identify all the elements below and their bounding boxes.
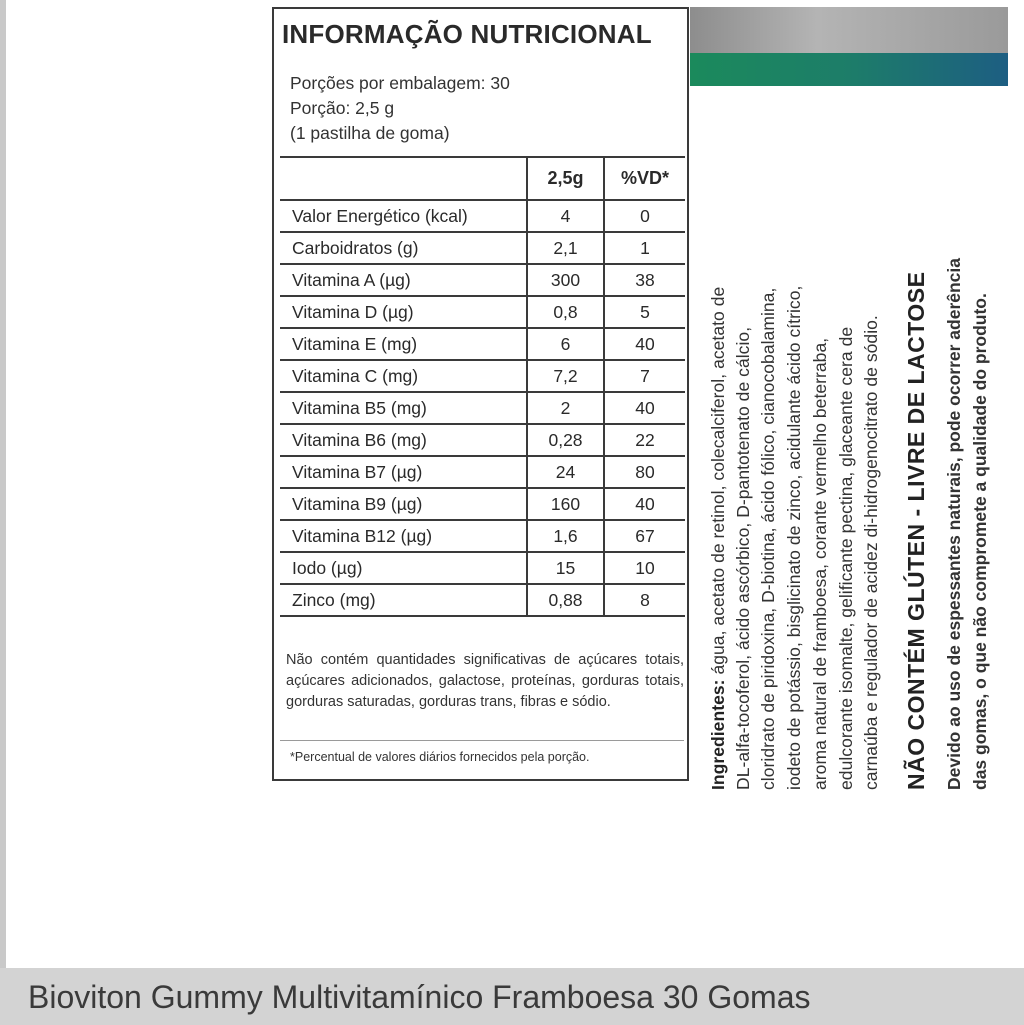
nutrient-amount: 2,1 [527,232,604,264]
nutrient-amount: 0,8 [527,296,604,328]
serving-info [290,71,510,146]
table-row [280,264,685,296]
ingredients-line: iodeto de potássio, bisglicinato de zinco, acidulante ácido cítrico, [784,285,804,790]
nutrient-name: Carboidratos (g) [280,232,527,264]
nutrient-amount: 1,6 [527,520,604,552]
nutrient-amount: 2 [527,392,604,424]
nutrient-amount: 4 [527,200,604,232]
nutrient-vd: 80 [604,456,685,488]
nutrient-vd: 8 [604,584,685,616]
portion-size: Porção: 2,5 g [290,98,395,118]
nutrient-name: Valor Energético (kcal) [280,200,527,232]
caption-bar [0,968,1024,1025]
footnote-divider [280,740,684,741]
ingredients-text: água, acetato de retinol, colecalciferol, acetato de [708,286,728,675]
table-row [280,328,685,360]
nutrient-vd: 0 [604,200,685,232]
header-amount: 2,5g [527,157,604,200]
nutrient-amount: 6 [527,328,604,360]
gray-color-band [690,7,1008,53]
table-row [280,392,685,424]
stickiness-notice-line: das gomas, o que não compromete a qualidade do produto. [970,293,990,790]
nutrient-amount: 0,88 [527,584,604,616]
nutrient-name: Iodo (µg) [280,552,527,584]
nutrient-name: Vitamina B6 (mg) [280,424,527,456]
table-row [280,424,685,456]
ingredients-line: edulcorante isomalte, gelificante pectina, glaceante cera de [836,326,856,790]
nutrient-name: Vitamina B5 (mg) [280,392,527,424]
nutrient-name: Vitamina B9 (µg) [280,488,527,520]
footnote-text: Não contém quantidades significativas de açúcares totais, açúcares adicionados, galactose, proteínas, gorduras totais, gorduras saturadas, gorduras trans, fibras e sódio. [286,652,684,710]
table-row [280,488,685,520]
nutrient-amount: 24 [527,456,604,488]
nutrient-name: Vitamina E (mg) [280,328,527,360]
nutrient-vd: 1 [604,232,685,264]
table-row [280,552,685,584]
nutrient-amount: 0,28 [527,424,604,456]
ingredients-line: carnaúba e regulador de acidez di-hidrogenocitrato de sódio. [861,315,881,790]
nutrient-amount: 300 [527,264,604,296]
ingredients-line [708,287,729,790]
table-row [280,520,685,552]
nutrient-vd: 38 [604,264,685,296]
nutrient-vd: 5 [604,296,685,328]
table-row [280,232,685,264]
nutrient-vd: 7 [604,360,685,392]
vd-footnote: *Percentual de valores diários fornecidos pela porção. [290,750,590,764]
portion-unit: (1 pastilha de goma) [290,123,450,143]
nutrition-facts-panel [272,7,689,781]
table-header-row [280,157,685,200]
product-caption: Bioviton Gummy Multivitamínico Framboesa 30 Gomas [28,979,811,1015]
nutrient-amount: 160 [527,488,604,520]
table-row [280,200,685,232]
portions-per-package: Porções por embalagem: 30 [290,73,510,93]
nutrient-name: Vitamina A (µg) [280,264,527,296]
left-edge-strip [0,0,6,968]
nutrient-vd: 67 [604,520,685,552]
table-row [280,584,685,616]
nutrient-vd: 40 [604,392,685,424]
panel-title: INFORMAÇÃO NUTRICIONAL [282,19,652,49]
nutrient-amount: 7,2 [527,360,604,392]
nutrient-name: Vitamina D (µg) [280,296,527,328]
nutrient-vd: 22 [604,424,685,456]
green-blue-color-band [690,53,1008,86]
nutrient-amount: 15 [527,552,604,584]
stickiness-notice-line: Devido ao uso de espessantes naturais, pode ocorrer aderência [944,258,964,790]
nutrient-vd: 40 [604,488,685,520]
header-nutrient [280,157,527,200]
table-row [280,360,685,392]
nutrition-table [280,156,685,617]
nutrient-name: Vitamina C (mg) [280,360,527,392]
nutrient-vd: 10 [604,552,685,584]
header-vd: %VD* [604,157,685,200]
ingredients-line: DL-alfa-tocoferol, ácido ascórbico, D-pantotenato de cálcio, [733,326,753,790]
nutrient-name: Vitamina B7 (µg) [280,456,527,488]
table-row [280,296,685,328]
nutrient-vd: 40 [604,328,685,360]
gluten-lactose-notice: NÃO CONTÉM GLÚTEN - LIVRE DE LACTOSE [903,271,929,790]
nutrient-name: Vitamina B12 (µg) [280,520,527,552]
ingredients-label: Ingredientes: [708,679,728,790]
nutrient-name: Zinco (mg) [280,584,527,616]
ingredients-line: aroma natural de framboesa, corante vermelho beterraba, [810,337,830,790]
table-row [280,456,685,488]
ingredients-line: cloridrato de piridoxina, D-biotina, ácido fólico, cianocobalamina, [758,287,778,790]
